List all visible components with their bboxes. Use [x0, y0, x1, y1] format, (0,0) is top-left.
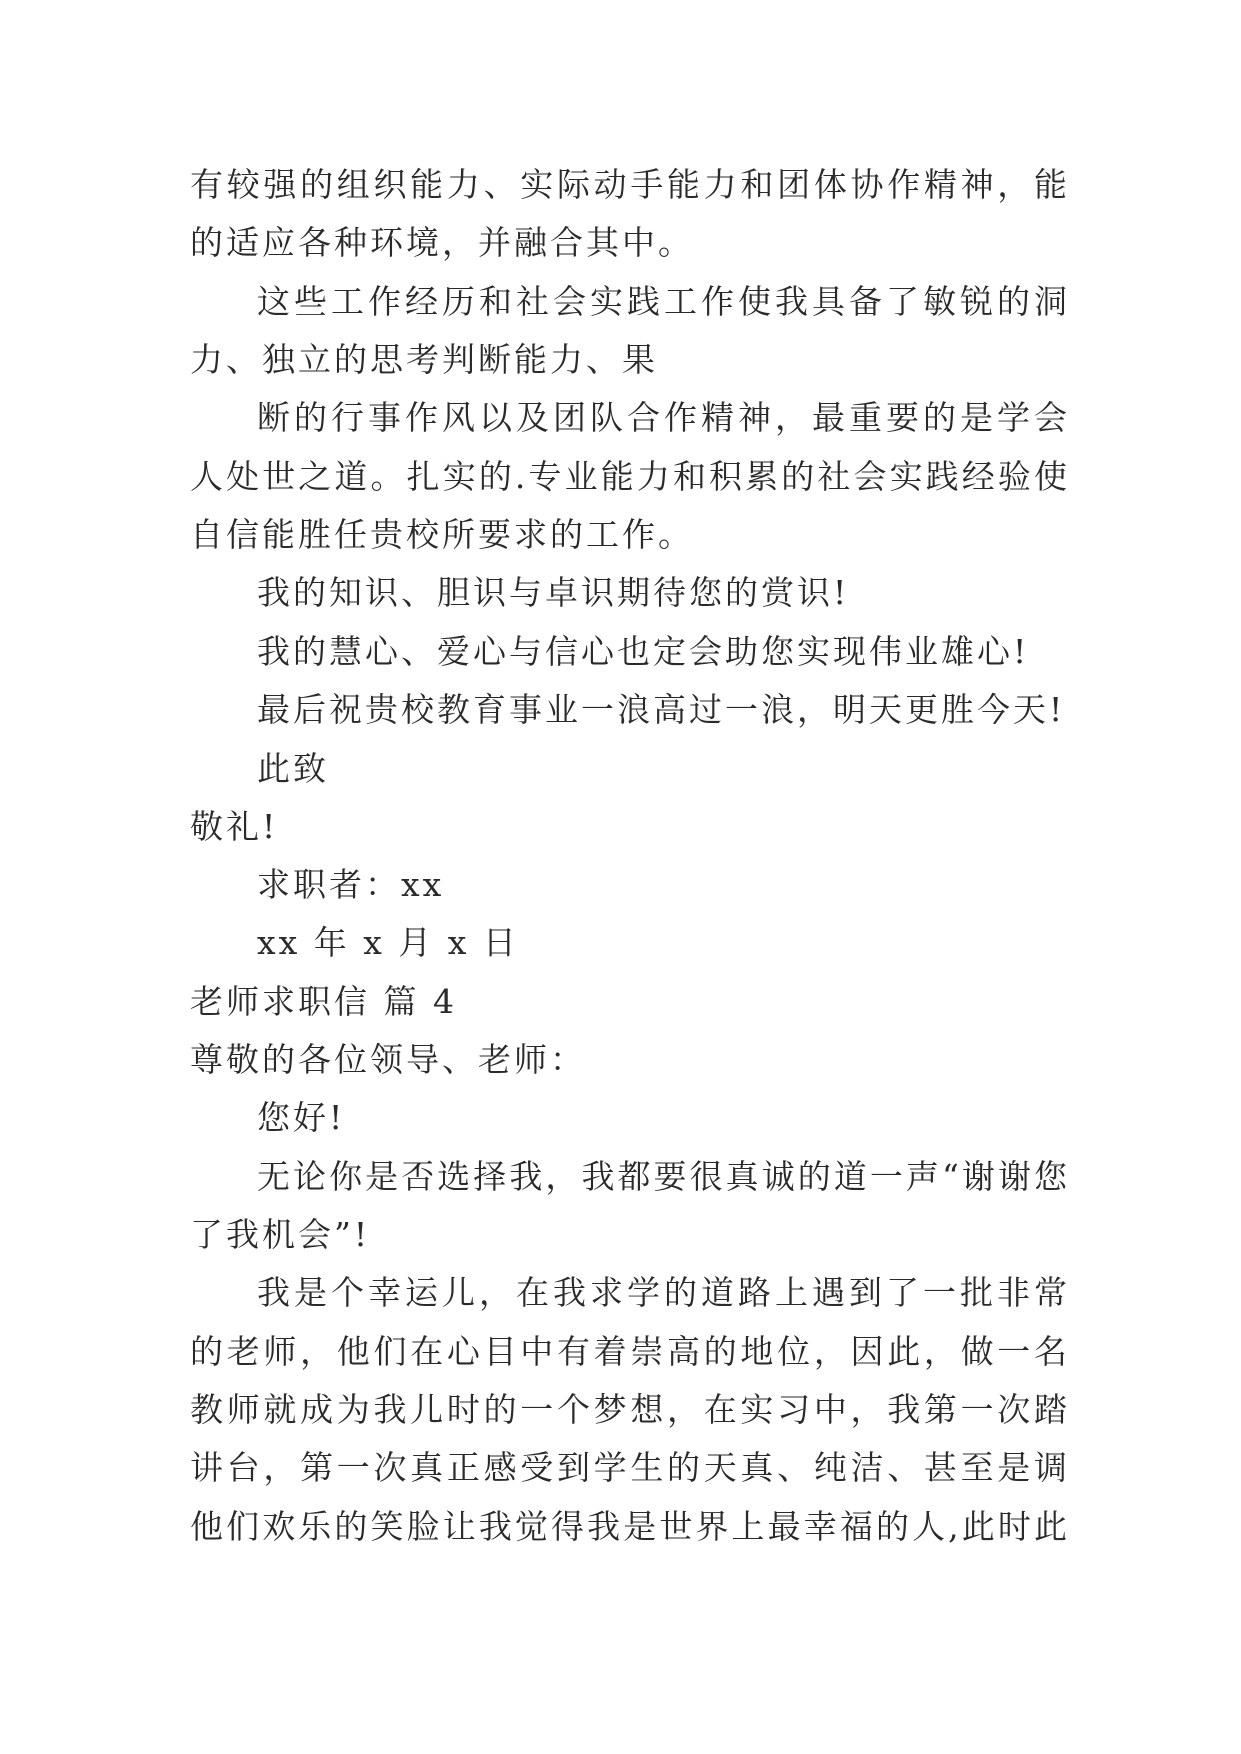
text-line: 自信能胜任贵校所要求的工作。: [190, 515, 694, 554]
text-line: 的老师，他们在心目中有着崇高的地位，因此，做一名: [190, 1332, 1070, 1371]
text-line: 这些工作经历和社会实践工作使我具备了敏锐的洞: [257, 282, 1070, 321]
salutation: 尊敬的各位领导、老师：: [190, 1040, 586, 1079]
text-line: 教师就成为我儿时的一个梦想，在实习中，我第一次踏: [190, 1390, 1070, 1429]
text-line: 无论你是否选择我，我都要很真诚的道一声“谢谢您: [257, 1157, 1070, 1196]
text-line: 我的知识、胆识与卓识期待您的赏识!: [257, 573, 850, 612]
text-line: 人处世之道。扎实的.专业能力和积累的社会实践经验使: [190, 457, 1070, 496]
text-line: 最后祝贵校教育事业一浪高过一浪，明天更胜今天!: [257, 690, 1066, 729]
text-line: 您好!: [257, 1098, 346, 1137]
text-line: 此致: [257, 749, 329, 788]
text-line: 敬礼!: [190, 807, 279, 846]
text-line: 求职者：xx: [257, 865, 445, 904]
text-line: 讲台，第一次真正感受到学生的天真、纯洁、甚至是调: [190, 1448, 1070, 1487]
text-line: 断的行事作风以及团队合作精神，最重要的是学会: [257, 398, 1070, 437]
text-line: 我的慧心、爱心与信心也定会助您实现伟业雄心!: [257, 632, 1030, 671]
text-line: 有较强的组织能力、实际动手能力和团体协作精神，能: [190, 165, 1070, 204]
text-line: 了我机会”!: [190, 1215, 371, 1254]
text-line: xx 年 x 月 x 日: [257, 923, 519, 962]
text-line: 力、独立的思考判断能力、果: [190, 340, 658, 379]
text-line: 我是个幸运儿，在我求学的道路上遇到了一批非常: [257, 1273, 1070, 1312]
text-line: 他们欢乐的笑脸让我觉得我是世界上最幸福的人,此时此: [190, 1507, 1070, 1546]
section-heading: 老师求职信 篇 4: [190, 982, 457, 1021]
text-line: 的适应各种环境，并融合其中。: [190, 223, 694, 262]
